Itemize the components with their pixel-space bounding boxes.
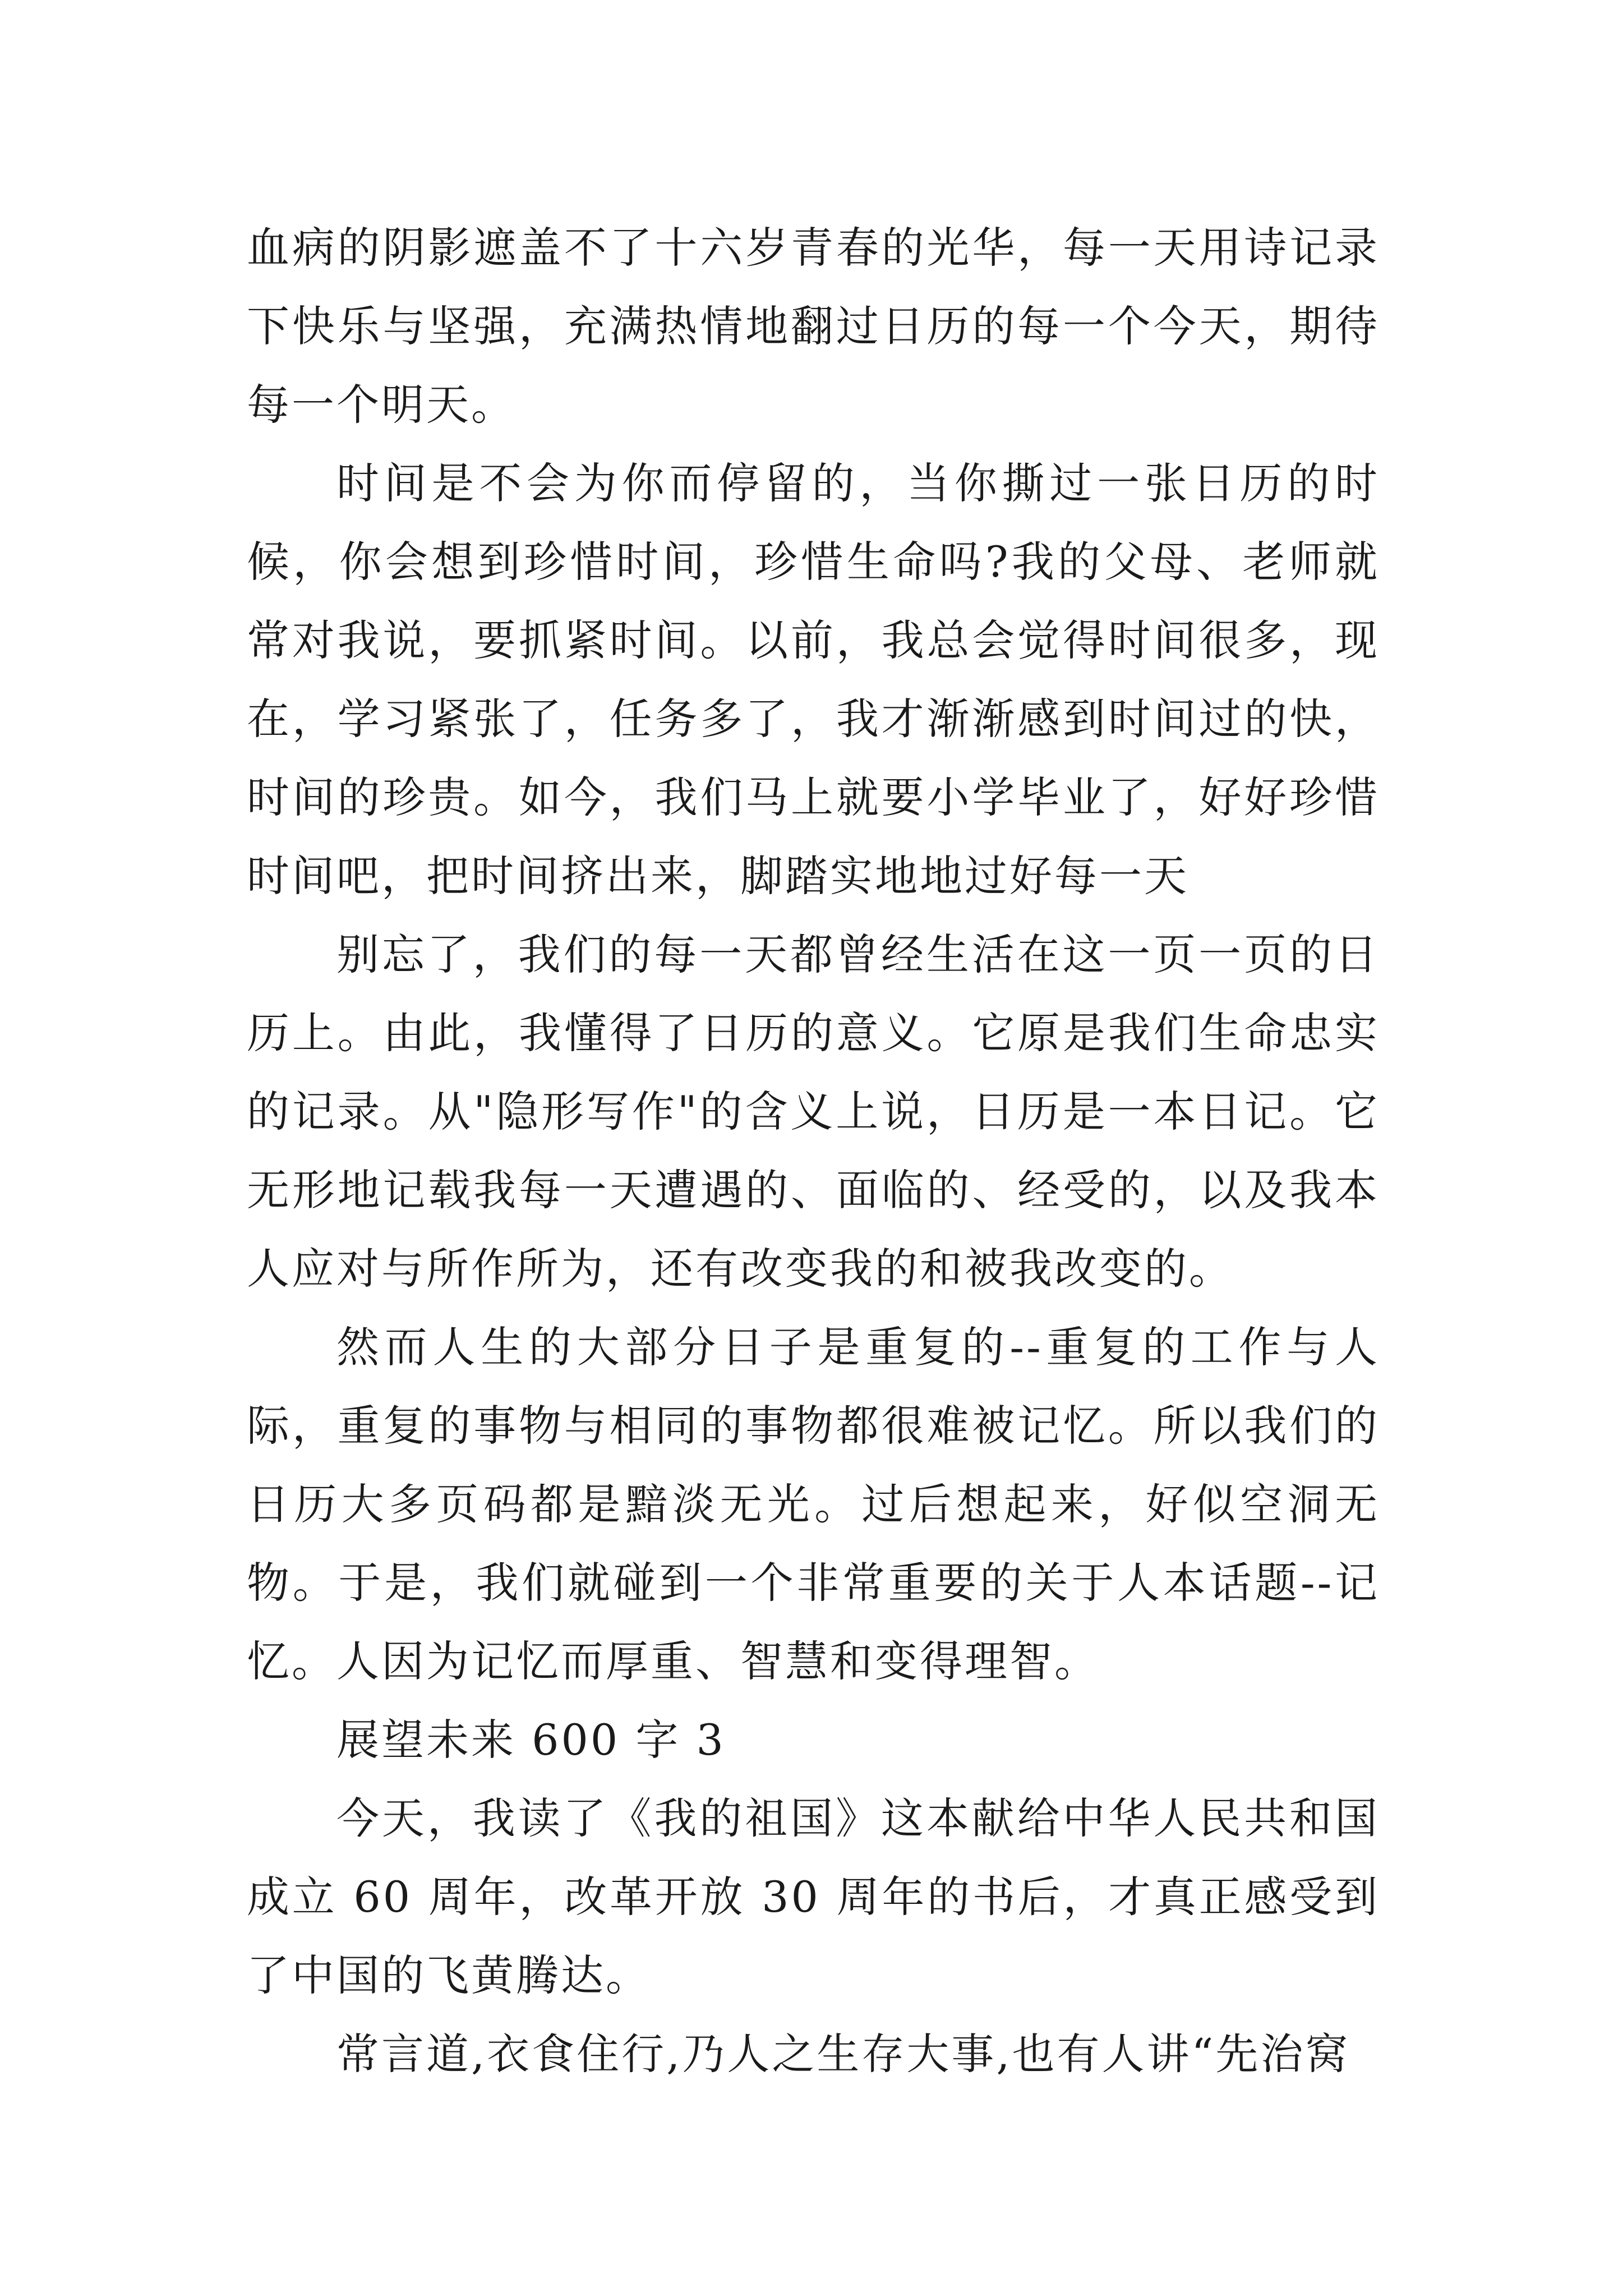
paragraph-5: 今天，我读了《我的祖国》这本献给中华人民共和国成立 60 周年，改革开放 30 周年的书后，才真正感受到了中国的飞黄腾达。 [247,1793,1380,2000]
paragraph-6: 常言道,衣食住行,乃人之生存大事,也有人讲“先治窝 [336,2029,1350,2079]
paragraph-4: 然而人生的大部分日子是重复的--重复的工作与人际，重复的事物与相同的事物都很难被记忆。所以我们的日历大多页码都是黯淡无光。过后想起来，好似空洞无物。于是，我们就碰到一个非常重要的关于人本话题--记忆。人因为记忆而厚重、智慧和变得理智。 [247,1322,1380,1686]
paragraph-1: 血病的阴影遮盖不了十六岁青春的光华，每一天用诗记录下快乐与坚强，充满热情地翻过日历的每一个今天，期待每一个明天。 [247,223,1380,430]
paragraph-2: 时间是不会为你而停留的，当你撕过一张日历的时候，你会想到珍惜时间，珍惜生命吗?我的父母、老师就常对我说，要抓紧时间。以前，我总会觉得时间很多，现在，学习紧张了，任务多了，我才渐渐感到时间过的快，时间的珍贵。如今，我们马上就要小学毕业了，好好珍惜时间吧，把时间挤出来，脚踏实地地过好每一天 [247,458,1380,901]
section-heading: 展望未来 600 字 3 [336,1715,726,1765]
document-body [247,209,1380,2093]
paragraph-3: 别忘了，我们的每一天都曾经生活在这一页一页的日历上。由此，我懂得了日历的意义。它原是我们生命忠实的记录。从"隐形写作"的含义上说，日历是一本日记。它无形地记载我每一天遭遇的、面临的、经受的，以及我本人应对与所作所为，还有改变我的和被我改变的。 [247,930,1380,1294]
